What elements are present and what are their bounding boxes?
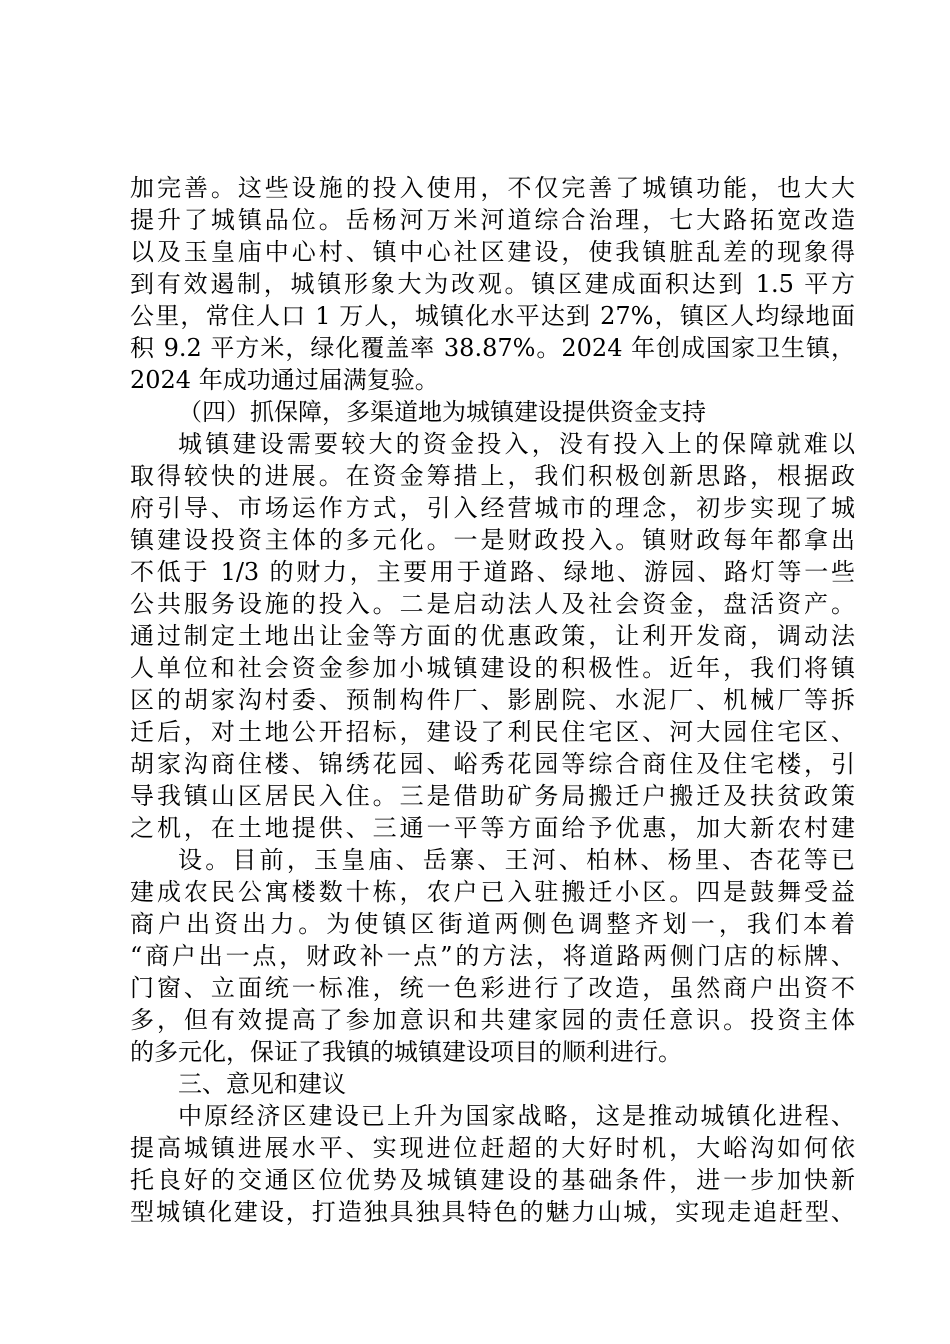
text-line: 镇建设投资主体的多元化。一是财政投入。镇财政每年都拿出 [130, 526, 855, 554]
text-line: 建成农民公寓楼数十栋，农户已入驻搬迁小区。四是鼓舞受益 [130, 878, 855, 906]
text-line: 型城镇化建设，打造独具独具特色的魅力山城，实现走追赶型、 [130, 1198, 855, 1226]
text-line: 人单位和社会资金参加小城镇建设的积极性。近年，我们将镇 [130, 654, 855, 682]
text-line: 商户出资出力。为使镇区街道两侧色调整齐划一，我们本着 [130, 910, 855, 938]
text-line: 提高城镇进展水平、实现进位赶超的大好时机，大峪沟如何依 [130, 1134, 855, 1162]
text-line: 导我镇山区居民入住。三是借助矿务局搬迁户搬迁及扶贫政策 [130, 782, 855, 810]
text-line: 加完善。这些设施的投入使用，不仅完善了城镇功能，也大大 [130, 174, 855, 202]
text-line: “商户出一点，财政补一点”的方法，将道路两侧门店的标牌、 [130, 942, 855, 970]
text-line: 的多元化，保证了我镇的城镇建设项目的顺利进行。 [130, 1038, 682, 1066]
text-line: 胡家沟商住楼、锦绣花园、峪秀花园等综合商住及住宅楼，引 [130, 750, 855, 778]
text-line: 到有效遏制，城镇形象大为改观。镇区建成面积达到 1.5 平方 [130, 270, 855, 298]
text-line: 城镇建设需要较大的资金投入，没有投入上的保障就难以 [178, 430, 855, 458]
text-line: 区的胡家沟村委、预制构件厂、影剧院、水泥厂、机械厂等拆 [130, 686, 855, 714]
text-line: 取得较快的进展。在资金筹措上，我们积极创新思路，根据政 [130, 462, 855, 490]
text-line: 设。目前，玉皇庙、岳寨、王河、柏林、杨里、杏花等已 [178, 846, 855, 874]
section-heading: （四）抓保障，多渠道地为城镇建设提供资金支持 [178, 398, 706, 426]
text-line: 托良好的交通区位优势及城镇建设的基础条件，进一步加快新 [130, 1166, 855, 1194]
text-line: 通过制定土地出让金等方面的优惠政策，让利开发商，调动法 [130, 622, 855, 650]
text-line: 府引导、市场运作方式，引入经营城市的理念，初步实现了城 [130, 494, 855, 522]
text-line: 门窗、立面统一标准，统一色彩进行了改造，虽然商户出资不 [130, 974, 855, 1002]
text-line: 之机，在土地提供、三通一平等方面给予优惠，加大新农村建 [130, 814, 855, 842]
text-line: 迁后，对土地公开招标，建设了利民住宅区、河大园住宅区、 [130, 718, 855, 746]
text-line: 公里，常住人口 1 万人，城镇化水平达到 27%，镇区人均绿地面 [130, 302, 855, 330]
text-line: 中原经济区建设已上升为国家战略，这是推动城镇化进程、 [178, 1102, 855, 1130]
text-line: 积 9.2 平方米，绿化覆盖率 38.87%。2024 年创成国家卫生镇， [130, 334, 855, 362]
text-line: 多，但有效提高了参加意识和共建家园的责任意识。投资主体 [130, 1006, 855, 1034]
text-line: 2024 年成功通过届满复验。 [130, 366, 439, 394]
text-line: 不低于 1/3 的财力，主要用于道路、绿地、游园、路灯等一些 [130, 558, 855, 586]
text-line: 公共服务设施的投入。二是启动法人及社会资金，盘活资产。 [130, 590, 855, 618]
text-line: 以及玉皇庙中心村、镇中心社区建设，使我镇脏乱差的现象得 [130, 238, 855, 266]
section-heading: 三、意见和建议 [178, 1070, 346, 1098]
text-line: 提升了城镇品位。岳杨河万米河道综合治理，七大路拓宽改造 [130, 206, 855, 234]
document-body [130, 172, 855, 1228]
